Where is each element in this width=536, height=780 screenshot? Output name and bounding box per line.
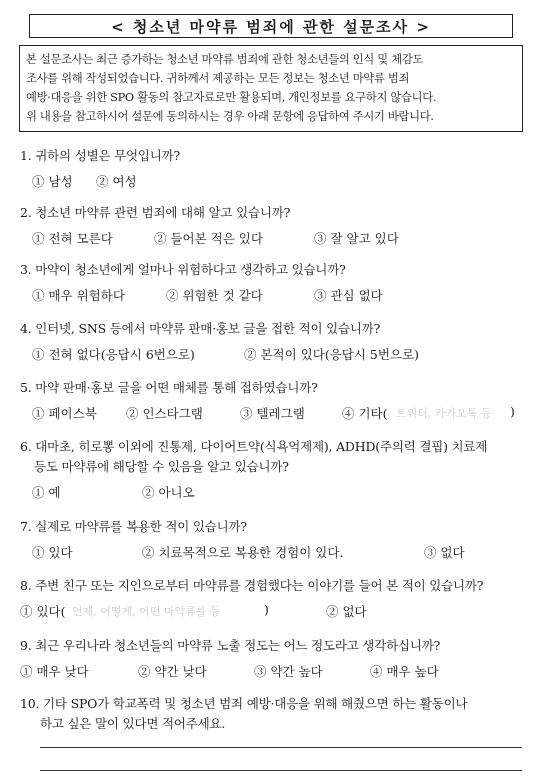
- answer-options: [20, 404, 526, 424]
- question-text: 8. 주변 친구 또는 지인으로부터 마약류를 경험했다는 이야기를 들어 본 적이 있습니까?: [20, 578, 484, 593]
- question-text: 3. 마약이 청소년에게 얼마나 위험하다고 생각하고 있습니까?: [20, 262, 346, 277]
- option-1[interactable]: ① 전혀 모른다: [32, 231, 113, 246]
- option-2[interactable]: ② 위험한 것 같다: [166, 288, 263, 303]
- answer-options: [20, 229, 526, 249]
- option-telegram[interactable]: ③ 텔레그램: [240, 406, 305, 421]
- notice-line: 본 설문조사는 최근 증가하는 청소년 마약류 범죄에 관한 청소년들의 인식 및 체감도: [26, 53, 424, 66]
- question-6: [20, 437, 526, 503]
- option-3[interactable]: ③ 잘 알고 있다: [314, 231, 399, 246]
- question-text: 6. 대마초, 히로뽕 이외에 진통제, 다이어트약(식욕억제제), ADHD(주의력 결핍) 치료제: [20, 439, 488, 454]
- question-text: 5. 마약 판매·홍보 글을 어떤 매체를 통해 접하였습니까?: [20, 380, 318, 395]
- answer-line[interactable]: [40, 747, 522, 748]
- option-1[interactable]: ① 매우 위험하다: [32, 288, 125, 303]
- answer-options: [20, 483, 526, 503]
- answer-options: [20, 602, 526, 622]
- question-text: 10. 기타 SPO가 학교폭력 및 청소년 범죄 예방·대응을 위해 해줬으면 하는 활동이나: [20, 696, 468, 711]
- answer-options: [20, 662, 526, 682]
- notice-line: 위 내용을 참고하시어 설문에 동의하시는 경우 아래 문항에 응답하여 주시기 바랍니다.: [26, 110, 434, 123]
- notice-line: 예방·대응을 위한 SPO 활동의 참고자료로만 활용되며, 개인정보를 요구하지 않습니다.: [26, 91, 437, 104]
- option-3[interactable]: ③ 없다: [424, 545, 465, 560]
- option-2[interactable]: ② 들어본 적은 있다: [154, 231, 263, 246]
- option-2[interactable]: ② 본적이 있다(응답시 5번으로): [244, 347, 419, 362]
- question-text: 7. 실제로 마약류를 복용한 적이 있습니까?: [20, 519, 247, 534]
- option-3[interactable]: ③ 관심 없다: [314, 288, 383, 303]
- option-other-close: ): [510, 404, 515, 419]
- question-3: [20, 260, 526, 306]
- question-10: [20, 694, 526, 734]
- question-5: [20, 378, 526, 424]
- question-text-cont: 하고 싶은 말이 있다면 적어주세요.: [40, 716, 226, 731]
- question-text: 9. 최근 우리나라 청소년들의 마약류 노출 정도는 어느 정도라고 생각하십니까?: [20, 638, 441, 653]
- question-text: 1. 귀하의 성별은 무엇입니까?: [20, 148, 180, 163]
- question-text: 2. 청소년 마약류 관련 범죄에 대해 알고 있습니까?: [20, 205, 291, 220]
- question-4: [20, 319, 526, 365]
- option-1[interactable]: ① 전혀 없다(응답시 6번으로): [32, 347, 195, 362]
- option-2[interactable]: ② 약간 낮다: [138, 664, 207, 679]
- other-example-hint: 트위터, 카카오톡 등: [396, 407, 492, 420]
- survey-title: < 청소년 마약류 범죄에 관한 설문조사 >: [29, 14, 513, 38]
- option-yes[interactable]: ① 있다(: [20, 604, 66, 619]
- option-male[interactable]: ① 남성: [32, 174, 73, 189]
- question-1: [20, 146, 526, 192]
- option-1[interactable]: ① 있다: [32, 545, 73, 560]
- notice-box: [19, 45, 523, 132]
- option-no[interactable]: ② 없다: [326, 604, 367, 619]
- question-8: [20, 576, 526, 622]
- option-no[interactable]: ② 아니오: [142, 485, 195, 500]
- answer-options: [20, 345, 526, 365]
- option-instagram[interactable]: ② 인스타그램: [126, 406, 203, 421]
- option-yes[interactable]: ① 예: [32, 485, 61, 500]
- answer-options: [20, 543, 526, 563]
- question-7: [20, 517, 526, 563]
- option-4[interactable]: ④ 매우 높다: [370, 664, 439, 679]
- option-1[interactable]: ① 매우 낮다: [20, 664, 89, 679]
- answer-options: [20, 286, 526, 306]
- option-2[interactable]: ② 치료목적으로 복용한 경험이 있다.: [142, 545, 344, 560]
- option-yes-close: ): [264, 602, 269, 617]
- answer-options: [20, 172, 526, 192]
- question-text: 4. 인터넷, SNS 등에서 마약류 판매·홍보 글을 접한 적이 있습니까?: [20, 321, 381, 336]
- yes-detail-hint: 언제, 어떻게, 어떤 마약류를 등: [72, 605, 221, 618]
- option-facebook[interactable]: ① 페이스북: [32, 406, 97, 421]
- question-text-cont: 등도 마약류에 해당할 수 있음을 알고 있습니까?: [34, 459, 289, 474]
- question-9: [20, 636, 526, 682]
- notice-line: 조사를 위해 작성되었습니다. 귀하께서 제공하는 모든 정보는 청소년 마약류 범죄: [26, 72, 410, 85]
- answer-line[interactable]: [40, 770, 522, 771]
- option-3[interactable]: ③ 약간 높다: [254, 664, 323, 679]
- option-other[interactable]: ④ 기타(: [342, 406, 388, 421]
- question-2: [20, 203, 526, 249]
- option-female[interactable]: ② 여성: [96, 174, 137, 189]
